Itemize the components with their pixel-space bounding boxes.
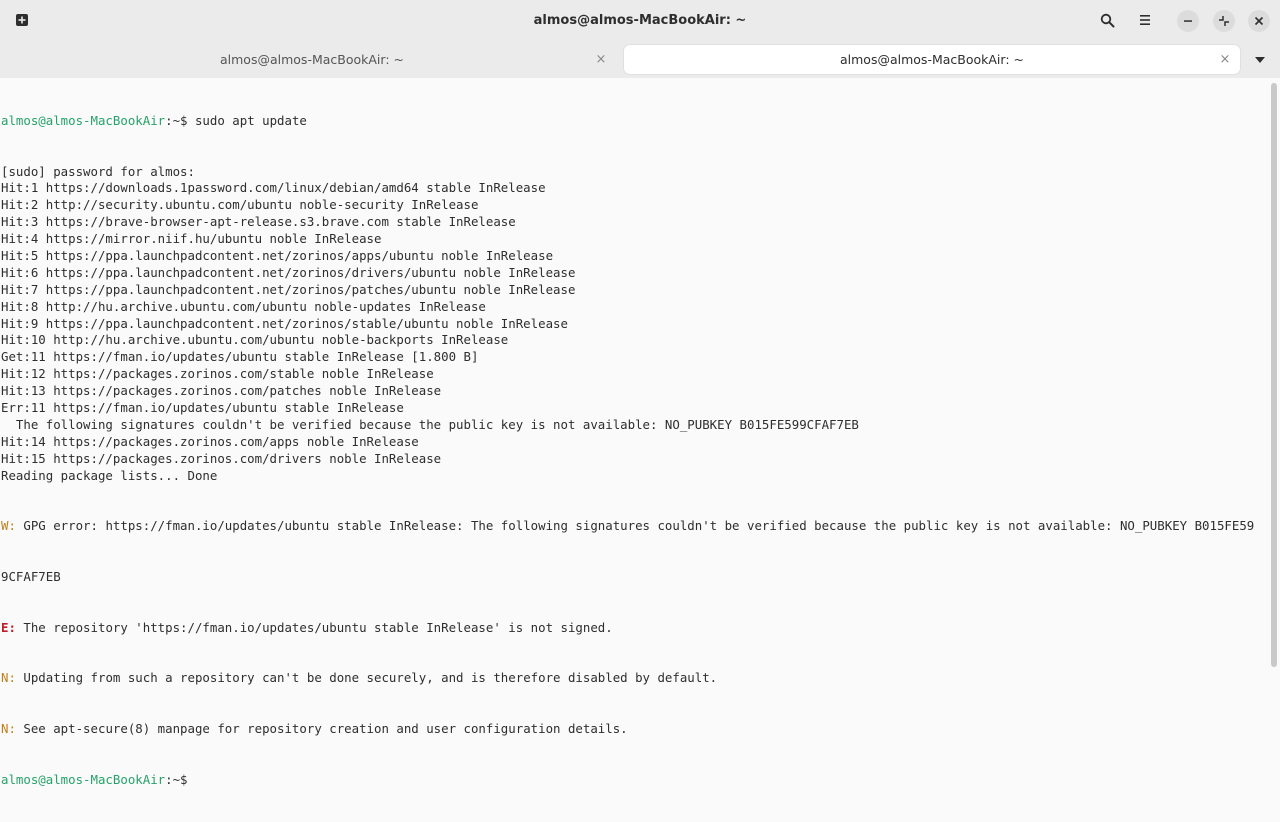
output-line: Hit:3 https://brave-browser-apt-release.s3.brave.com stable InRelease xyxy=(1,214,516,230)
search-icon xyxy=(1100,13,1115,28)
warning-line-wrap xyxy=(1,569,1268,586)
output-line: Hit:9 https://ppa.launchpadcontent.net/zorinos/stable/ubuntu noble InRelease xyxy=(1,315,568,331)
error-text: The repository 'https://fman.io/updates/ubuntu stable InRelease' is not signed. xyxy=(15,619,613,635)
close-icon xyxy=(1254,16,1264,26)
tab-overflow-button[interactable] xyxy=(1248,49,1272,71)
note-tag: N: xyxy=(1,670,16,686)
output-line: Hit:15 https://packages.zorinos.com/drivers noble InRelease xyxy=(1,450,442,466)
scrollbar-thumb[interactable] xyxy=(1271,83,1277,667)
warning-line xyxy=(1,518,1268,535)
scrollbar[interactable] xyxy=(1268,79,1280,671)
output-line: Err:11 https://fman.io/updates/ubuntu stable InRelease xyxy=(1,399,404,415)
command-text: sudo apt update xyxy=(187,112,307,128)
restore-icon xyxy=(1218,15,1230,27)
terminal-view[interactable] xyxy=(0,79,1268,787)
restore-button[interactable] xyxy=(1213,10,1235,32)
warning-wrap-text: 9CFAF7EB xyxy=(1,568,61,584)
output-line: Reading package lists... Done xyxy=(1,467,218,483)
tab-close-icon[interactable]: × xyxy=(1219,51,1231,67)
tab-label: almos@almos-MacBookAir: ~ xyxy=(220,52,404,67)
output-line: Hit:4 https://mirror.niif.hu/ubuntu noble InRelease xyxy=(1,231,382,247)
tab-2[interactable] xyxy=(624,45,1240,74)
warning-tag: W: xyxy=(1,518,16,534)
menu-button[interactable] xyxy=(1132,8,1158,32)
output-line: Hit:1 https://downloads.1password.com/linux/debian/amd64 stable InRelease xyxy=(1,180,546,196)
new-tab-icon xyxy=(15,13,29,27)
output-line: The following signatures couldn't be verified because the public key is not available: NO_PUBKEY B015FE599CFAF7EB xyxy=(1,416,859,432)
error-tag: E: xyxy=(1,619,16,635)
prompt-user: almos@almos-MacBookAir xyxy=(1,771,166,787)
search-button[interactable] xyxy=(1094,8,1120,32)
command-line xyxy=(1,113,1268,130)
note-text: See apt-secure(8) manpage for repository creation and user configuration details. xyxy=(15,721,628,737)
header-bar xyxy=(0,0,1280,41)
output-line: Hit:12 https://packages.zorinos.com/stable noble InRelease xyxy=(1,366,434,382)
window-title: almos@almos-MacBookAir: ~ xyxy=(533,13,747,28)
warning-text: GPG error: https://fman.io/updates/ubuntu stable InRelease: The following signatures couldn't be verified because the public key is not available: NO_PUBKEY B015FE59 xyxy=(15,518,1255,534)
output-line: Hit:14 https://packages.zorinos.com/apps noble InRelease xyxy=(1,433,419,449)
output-line: Hit:13 https://packages.zorinos.com/patches noble InRelease xyxy=(1,383,442,399)
output-line: Hit:6 https://ppa.launchpadcontent.net/zorinos/drivers/ubuntu noble InRelease xyxy=(1,264,576,280)
tab-1[interactable] xyxy=(8,45,616,74)
note-tag: N: xyxy=(1,721,16,737)
prompt-user: almos@almos-MacBookAir xyxy=(1,112,166,128)
minimize-button[interactable] xyxy=(1177,10,1199,32)
tab-label: almos@almos-MacBookAir: ~ xyxy=(840,52,1024,67)
new-tab-button[interactable] xyxy=(10,9,34,31)
note-text: Updating from such a repository can't be done securely, and is therefore disabled by default. xyxy=(15,670,718,686)
error-line xyxy=(1,620,1268,637)
output-line: Hit:10 http://hu.archive.ubuntu.com/ubuntu noble-backports InRelease xyxy=(1,332,509,348)
output-line: Get:11 https://fman.io/updates/ubuntu stable InRelease [1.800 B] xyxy=(1,349,479,365)
hamburger-menu-icon xyxy=(1138,14,1152,26)
terminal-output xyxy=(0,79,1268,822)
minimize-icon xyxy=(1183,16,1193,26)
final-prompt-line xyxy=(1,772,1268,789)
close-window-button[interactable] xyxy=(1248,10,1270,32)
output-line: Hit:5 https://ppa.launchpadcontent.net/zorinos/apps/ubuntu noble InRelease xyxy=(1,247,554,263)
output-line: [sudo] password for almos: xyxy=(1,163,195,179)
tab-bar xyxy=(0,41,1280,78)
note-line xyxy=(1,670,1268,687)
output-line: Hit:2 http://security.ubuntu.com/ubuntu noble-security InRelease xyxy=(1,197,479,213)
output-line: Hit:8 http://hu.archive.ubuntu.com/ubuntu noble-updates InRelease xyxy=(1,298,486,314)
output-line: Hit:7 https://ppa.launchpadcontent.net/zorinos/patches/ubuntu noble InRelease xyxy=(1,281,576,297)
prompt-path: :~$ xyxy=(165,771,188,787)
chevron-down-icon xyxy=(1255,57,1265,63)
prompt-path: :~$ xyxy=(165,112,188,128)
note-line xyxy=(1,721,1268,738)
tab-close-icon[interactable]: × xyxy=(595,51,607,67)
output-lines xyxy=(1,164,1268,485)
